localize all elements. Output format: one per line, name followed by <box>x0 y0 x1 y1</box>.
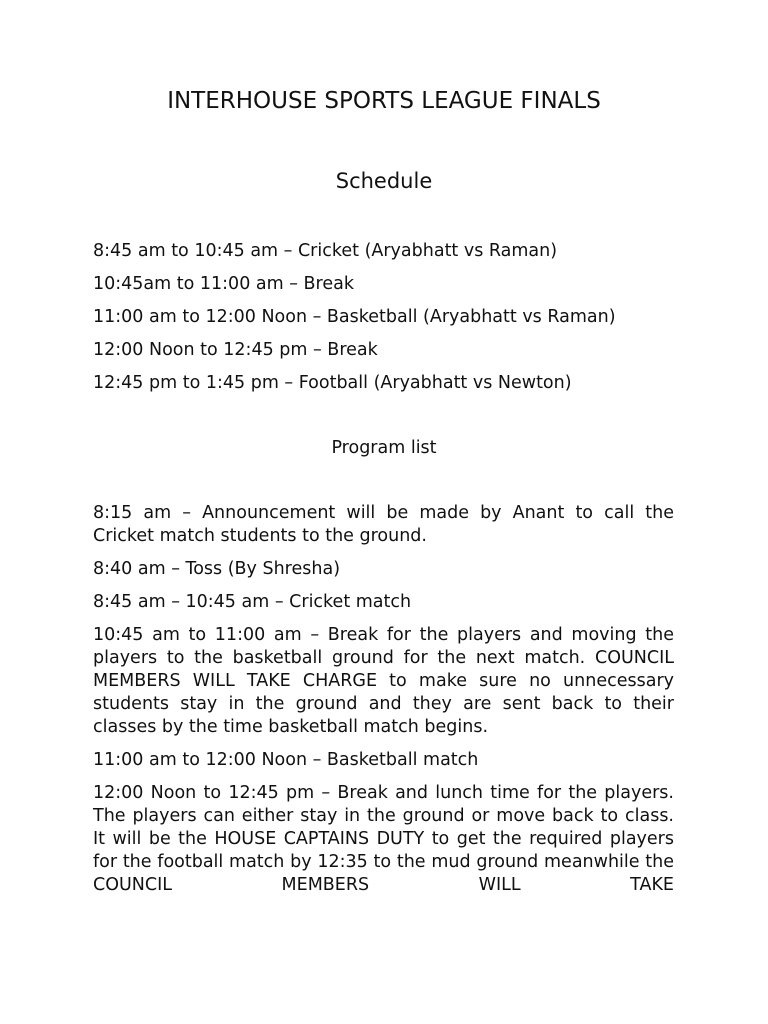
schedule-item: 12:00 Noon to 12:45 pm – Break <box>93 340 378 360</box>
schedule-item: 11:00 am to 12:00 Noon – Basketball (Aryabhatt vs Raman) <box>93 307 616 327</box>
schedule-list <box>93 240 683 405</box>
program-item: 8:40 am – Toss (By Shresha) <box>93 559 341 579</box>
program-item: 8:15 am – Announcement will be made by Anant to call the Cricket match students to the ground. <box>93 503 674 546</box>
program-list-heading: Program list <box>331 438 437 458</box>
program-item: 10:45 am to 11:00 am – Break for the players and moving the players to the basketball ground for the next match. COUNCIL MEMBERS WILL TAKE CHARGE to make sure no unnecessary students stay in the ground and they are sent back to their classes by the time basketball match begins. <box>93 625 674 737</box>
schedule-heading: Schedule <box>335 169 433 193</box>
program-item: 12:00 Noon to 12:45 pm – Break and lunch time for the players. The players can either stay in the ground or move back to class. It will be the HOUSE CAPTAINS DUTY to get the required players for the football match by 12:35 to the mud ground meanwhile the COUNCIL MEMBERS WILL TAKE <box>93 783 674 895</box>
document-title: INTERHOUSE SPORTS LEAGUE FINALS <box>167 88 601 114</box>
schedule-item: 8:45 am to 10:45 am – Cricket (Aryabhatt vs Raman) <box>93 241 558 261</box>
program-item: 8:45 am – 10:45 am – Cricket match <box>93 592 412 612</box>
schedule-item: 10:45am to 11:00 am – Break <box>93 274 354 294</box>
program-list <box>93 502 674 907</box>
program-item: 11:00 am to 12:00 Noon – Basketball match <box>93 750 479 770</box>
schedule-item: 12:45 pm to 1:45 pm – Football (Aryabhatt vs Newton) <box>93 373 572 393</box>
